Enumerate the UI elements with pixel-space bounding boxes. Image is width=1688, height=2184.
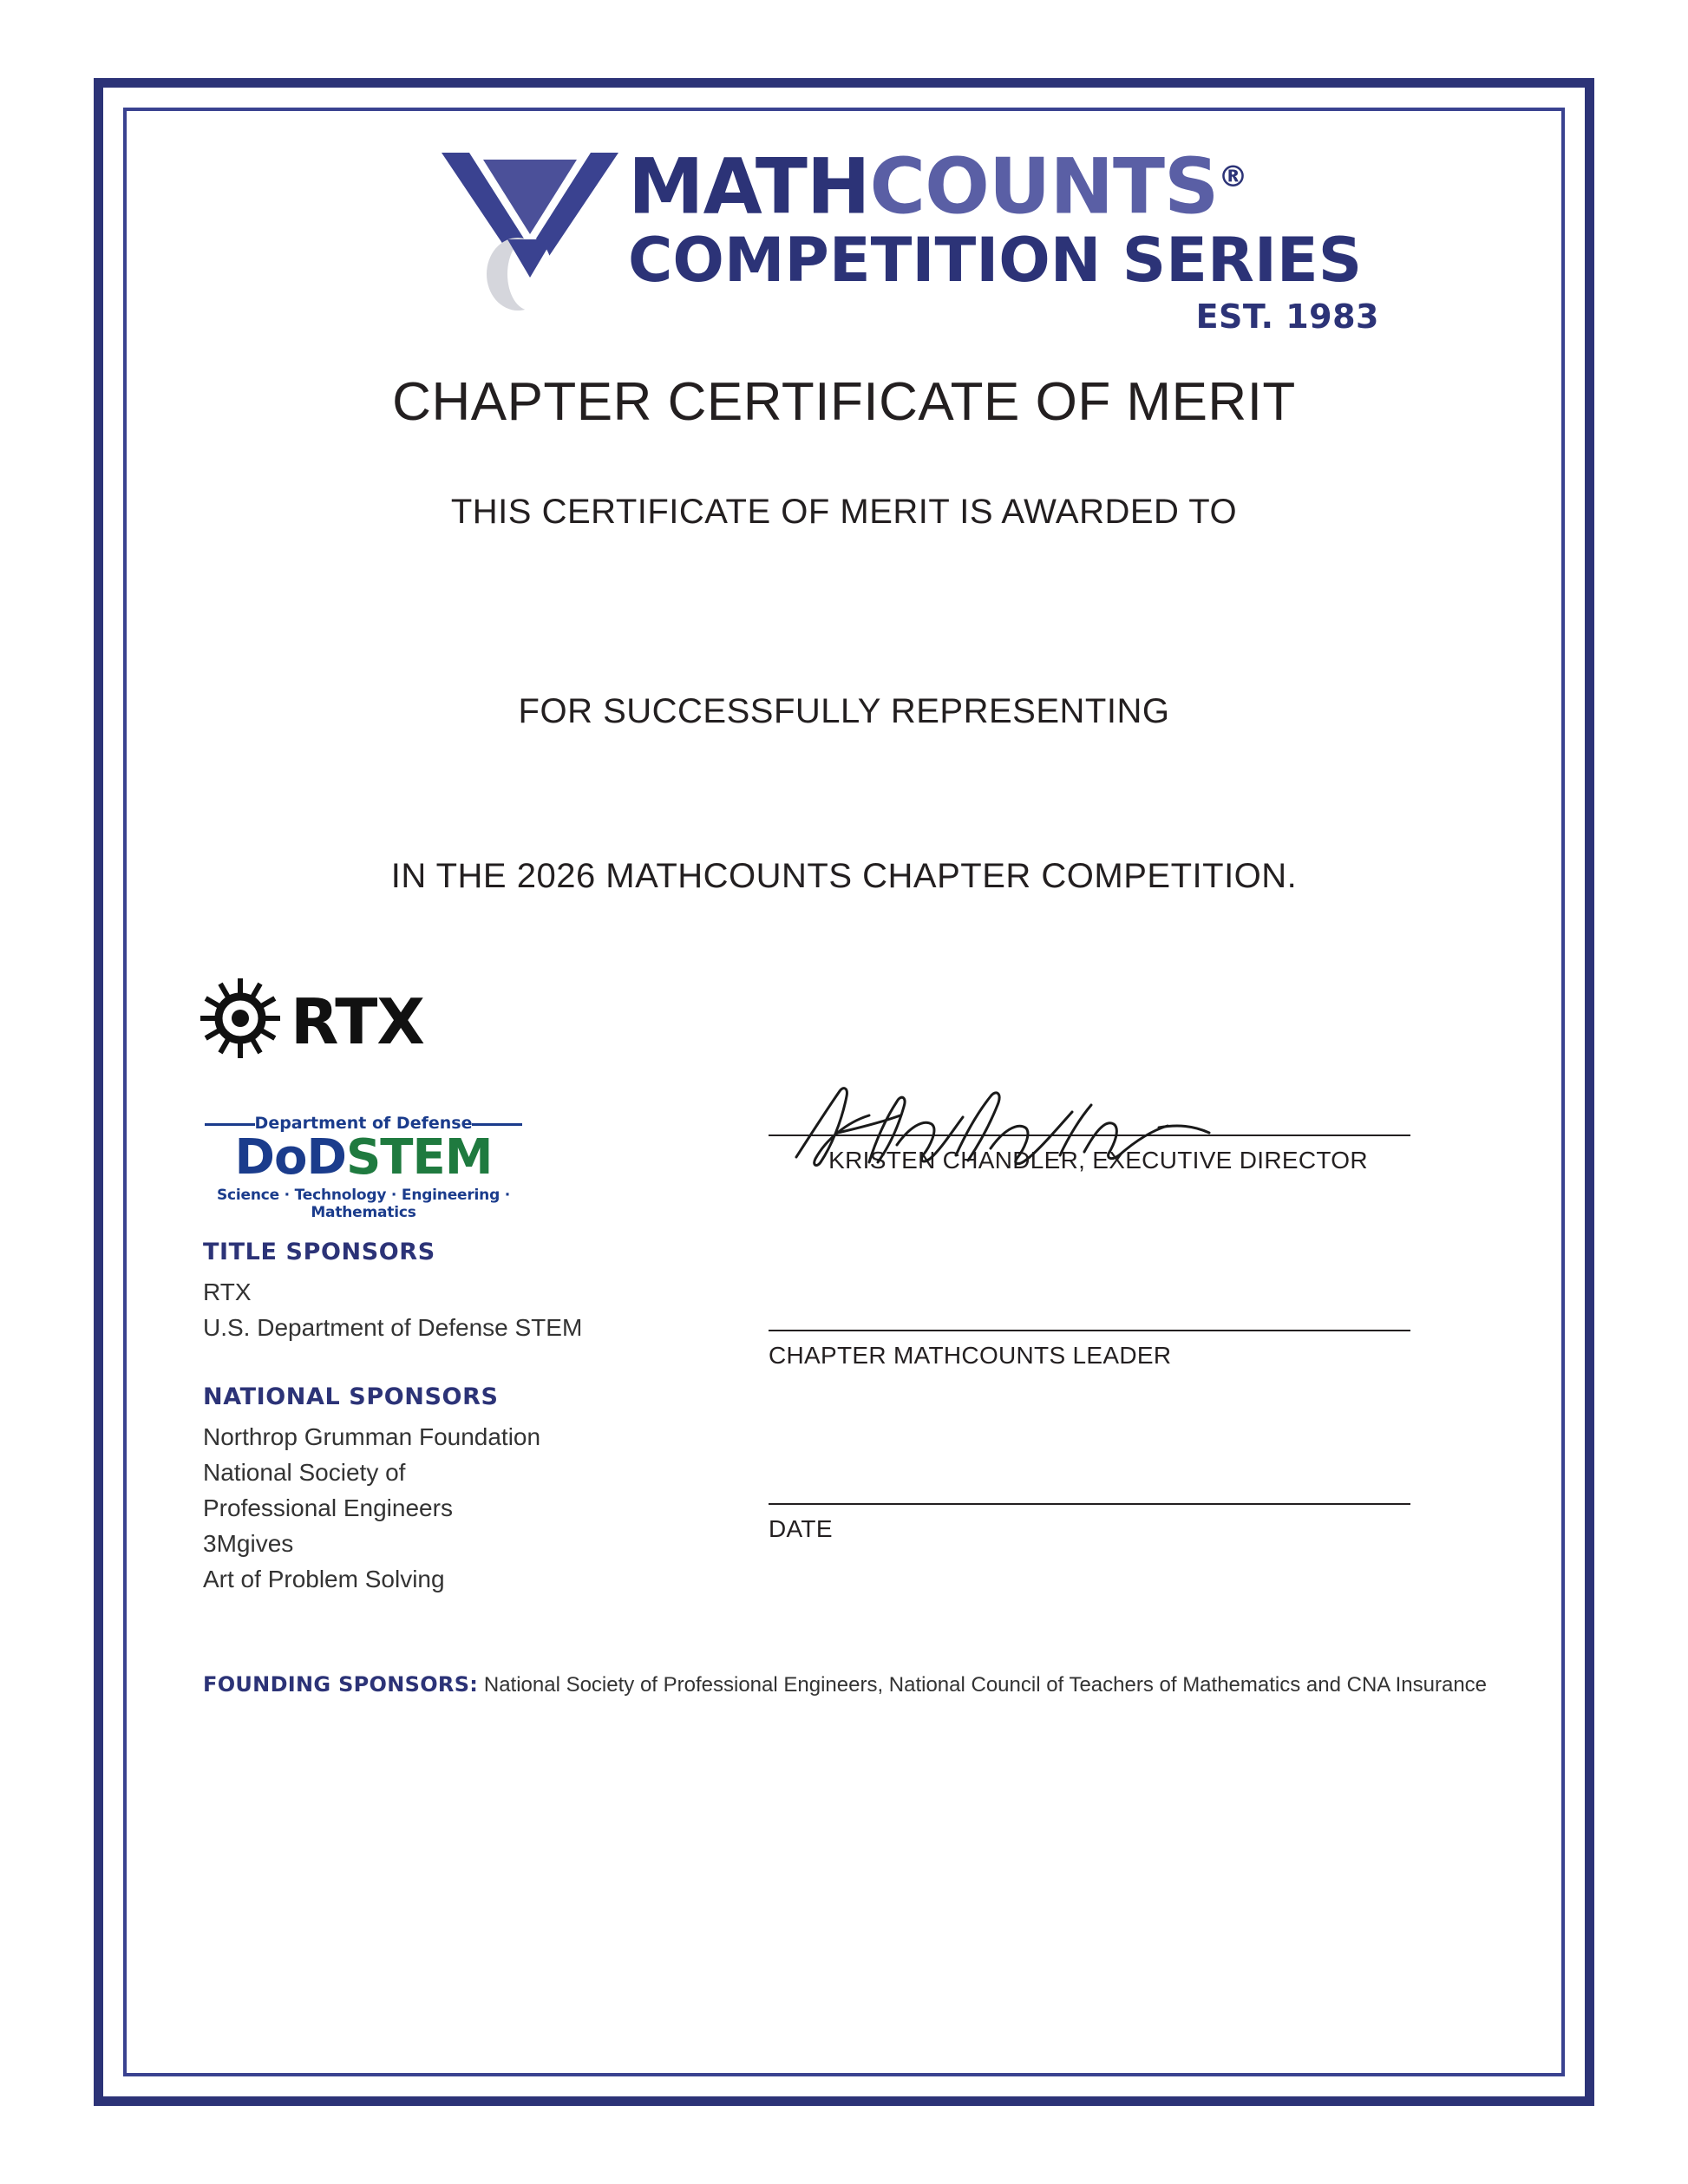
- wordmark-math: MATH: [628, 141, 870, 232]
- wordmark-subtitle: COMPETITION SERIES: [628, 225, 1363, 297]
- list-item: National Society of: [203, 1459, 406, 1486]
- executive-signature-block: [769, 1135, 1428, 1174]
- list-item: 3Mgives: [203, 1530, 294, 1557]
- representing-label: FOR SUCCESSFULLY REPRESENTING: [518, 692, 1170, 730]
- awarded-to-label: THIS CERTIFICATE OF MERIT IS AWARDED TO: [450, 493, 1238, 531]
- handwritten-signature-icon: [786, 1082, 1220, 1178]
- dodstem-do: Do: [234, 1129, 307, 1186]
- sponsors-column: [203, 1239, 611, 1597]
- school-name: [127, 779, 1561, 821]
- list-item: RTX: [203, 1278, 252, 1305]
- medal-ribbon-icon: [435, 146, 625, 319]
- dodstem-top-line: Department of Defense: [203, 1113, 524, 1134]
- executive-director-label: KRISTEN CHANDLER, EXECUTIVE DIRECTOR: [828, 1147, 1368, 1174]
- national-sponsors-heading: NATIONAL SPONSORS: [203, 1383, 499, 1410]
- dodstem-bottom-line: Science · Technology · Engineering · Mathematics: [216, 1187, 511, 1221]
- chapter-leader-signature-block: [769, 1330, 1428, 1370]
- recipient-name: [127, 579, 1561, 621]
- chapter-leader-label: CHAPTER MATHCOUNTS LEADER: [769, 1342, 1172, 1369]
- rtx-wordmark: RTX: [291, 985, 424, 1058]
- rtx-logo: [200, 978, 495, 1056]
- mathcounts-wordmark: [628, 137, 1391, 336]
- registered-mark-icon: ®: [1218, 160, 1247, 194]
- competition-statement: IN THE 2026 MATHCOUNTS CHAPTER COMPETITION.: [390, 857, 1298, 895]
- wordmark-established: EST. 1983: [1195, 298, 1379, 337]
- mathcounts-logo: [309, 137, 1393, 363]
- title-sponsors-heading: TITLE SPONSORS: [203, 1239, 435, 1265]
- dodstem-d: D: [306, 1129, 346, 1186]
- rtx-starburst-icon: [200, 978, 280, 1058]
- founding-sponsors-text: National Society of Professional Engineers, National Council of Teachers of Mathematics and CNA Insurance: [478, 1673, 1488, 1697]
- page-title: CHAPTER CERTIFICATE OF MERIT: [392, 372, 1296, 432]
- date-label: DATE: [769, 1515, 833, 1542]
- dodstem-logo: [203, 1113, 524, 1221]
- date-signature-block: [769, 1503, 1428, 1543]
- wordmark-counts: COUNTS: [869, 141, 1219, 232]
- list-item: Art of Problem Solving: [203, 1566, 445, 1592]
- list-item: Northrop Grumman Foundation: [203, 1423, 541, 1450]
- founding-sponsors-label: FOUNDING SPONSORS:: [203, 1672, 479, 1697]
- list-item: Professional Engineers: [203, 1494, 453, 1521]
- list-item: U.S. Department of Defense STEM: [203, 1314, 583, 1341]
- certificate-content: [127, 111, 1561, 2073]
- dodstem-stem: STEM: [345, 1129, 493, 1186]
- founding-sponsors: [203, 1672, 1504, 1697]
